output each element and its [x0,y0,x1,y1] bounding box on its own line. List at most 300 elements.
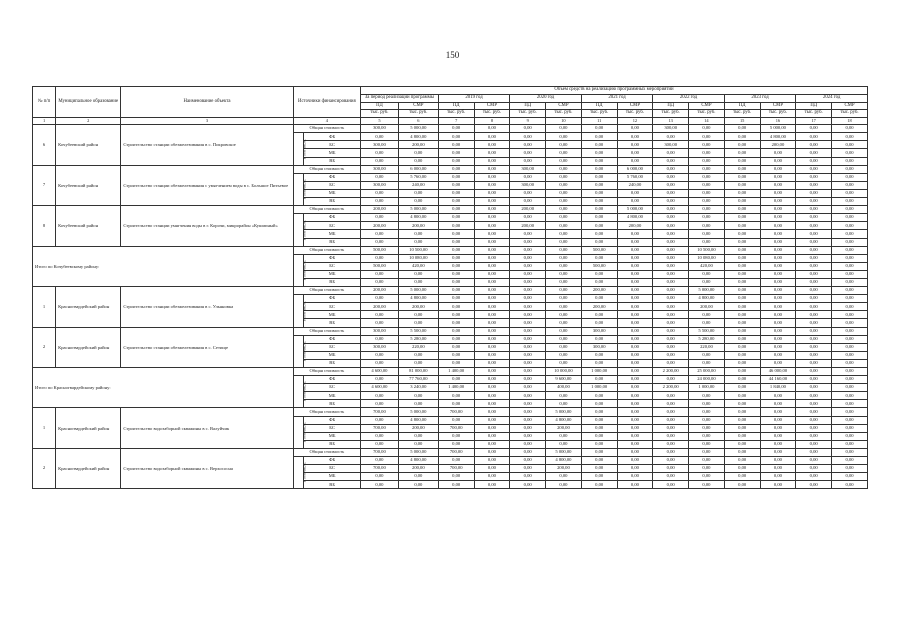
value-cell: 0,00 [581,189,617,197]
value-cell: 0,00 [796,125,832,133]
in-that-number-label [293,133,307,165]
value-cell: 0,00 [653,198,689,206]
value-cell: 0,00 [361,351,399,359]
value-cell: 0,00 [724,448,760,456]
value-cell: 0,00 [724,157,760,165]
value-cell: 0,00 [546,278,582,286]
value-cell: 0,00 [653,303,689,311]
value-cell: 0,00 [474,424,510,432]
value-cell: 0,00 [796,238,832,246]
value-cell: 4 600,00 [361,368,399,376]
value-cell: 0,00 [617,473,653,481]
value-cell: 0,00 [510,359,546,367]
value-cell: 1 000,00 [689,384,725,392]
value-cell: 0,00 [474,157,510,165]
value-cell: 0,00 [796,392,832,400]
object-name: Строительство водозаборной скважины в с. Валуйчик [121,408,293,448]
header-whole-period: За период реализации программы [361,94,439,102]
source-label: ФБ [304,416,361,424]
value-cell: 0,00 [760,400,796,408]
value-cell: 0,00 [546,230,582,238]
value-cell: 0,00 [653,473,689,481]
value-cell: 0,00 [724,149,760,157]
source-label: БС [304,181,361,189]
value-cell: 0,00 [617,254,653,262]
value-cell: 0,00 [510,287,546,295]
value-cell: 5 500,00 [398,327,438,335]
value-cell: 0,00 [689,448,725,456]
value-cell: 0,00 [832,198,868,206]
value-cell: 0,00 [361,335,399,343]
value-cell: 200,00 [581,303,617,311]
row-number: 1 [33,287,56,327]
value-cell: 0,00 [581,238,617,246]
source-label: ВБ [304,198,361,206]
value-cell: 0,00 [398,359,438,367]
value-cell: 0,00 [361,238,399,246]
value-cell: 0,00 [796,254,832,262]
value-cell: 0,00 [581,230,617,238]
value-cell: 0,00 [510,457,546,465]
value-cell: 5 280,00 [398,335,438,343]
value-cell: 0,00 [832,465,868,473]
value-cell: 5 000,00 [398,408,438,416]
value-cell: 0,00 [760,351,796,359]
value-cell: 1 400,00 [438,384,474,392]
value-cell: 0,00 [510,214,546,222]
value-cell: 0,00 [760,287,796,295]
column-index: 8 [474,118,510,125]
value-cell: 0,00 [832,359,868,367]
value-cell: 0,00 [581,457,617,465]
value-cell: 0,00 [689,189,725,197]
value-cell: 9 600,00 [546,376,582,384]
value-cell: 0,00 [438,473,474,481]
value-cell: 0,00 [581,473,617,481]
value-cell: 0,00 [832,238,868,246]
value-cell: 0,00 [760,149,796,157]
value-cell: 400,00 [546,384,582,392]
value-cell: 0,00 [510,246,546,254]
value-cell: 0,00 [796,173,832,181]
value-cell: 10 000,00 [546,368,582,376]
value-cell: 0,00 [581,181,617,189]
value-cell: 0,00 [546,440,582,448]
value-cell: 0,00 [474,408,510,416]
value-cell: 0,00 [653,230,689,238]
value-cell: 0,00 [546,287,582,295]
value-cell: 0,00 [546,392,582,400]
value-cell: 0,00 [474,473,510,481]
value-cell: 0,00 [361,295,399,303]
value-cell: 0,00 [361,149,399,157]
column-index: 15 [724,118,760,125]
value-cell: 0,00 [724,440,760,448]
value-cell: 0,00 [581,448,617,456]
value-cell: 0,00 [796,222,832,230]
value-cell: 0,00 [581,465,617,473]
value-cell: 0,00 [361,254,399,262]
value-cell: 0,00 [832,335,868,343]
value-cell: 0,00 [832,206,868,214]
value-cell: 0,00 [510,238,546,246]
value-cell: 0,00 [510,343,546,351]
value-cell: 0,00 [361,440,399,448]
value-cell: 0,00 [617,440,653,448]
value-cell: 0,00 [617,238,653,246]
value-cell: 0,00 [474,270,510,278]
value-cell: 500,00 [361,262,399,270]
value-cell: 300,00 [361,181,399,189]
value-cell: 0,00 [398,157,438,165]
value-cell: 0,00 [474,254,510,262]
column-index: 16 [760,118,796,125]
header-smr: СМР [832,102,868,110]
value-cell: 0,00 [438,133,474,141]
value-cell: 0,00 [724,254,760,262]
value-cell: 46 000,00 [760,368,796,376]
header-unit: тыс. руб. [581,110,617,118]
value-cell: 0,00 [796,440,832,448]
value-cell: 0,00 [724,481,760,489]
value-cell: 0,00 [438,270,474,278]
value-cell: 0,00 [724,141,760,149]
value-cell: 200,00 [546,465,582,473]
value-cell: 5 760,00 [617,173,653,181]
value-cell: 0,00 [398,270,438,278]
value-cell: 0,00 [796,400,832,408]
header-unit: тыс. руб. [361,110,399,118]
value-cell: 0,00 [796,189,832,197]
value-cell: 0,00 [796,133,832,141]
value-cell: 2 200,00 [653,384,689,392]
value-cell: 0,00 [617,432,653,440]
value-cell: 0,00 [832,448,868,456]
value-cell: 0,00 [724,181,760,189]
value-cell: 0,00 [832,392,868,400]
value-cell: 300,00 [581,327,617,335]
value-cell: 0,00 [653,319,689,327]
value-cell: 0,00 [474,343,510,351]
value-cell: 200,00 [760,141,796,149]
column-index: 4 [293,118,360,125]
value-cell: 0,00 [546,319,582,327]
in-that-number-label [293,295,307,327]
value-cell: 0,00 [398,351,438,359]
total-cost-label: Общая стоимость [293,408,360,416]
value-cell: 0,00 [546,238,582,246]
value-cell: 0,00 [398,149,438,157]
municipality-name: Кочубеевский район [56,125,121,165]
value-cell: 0,00 [689,416,725,424]
source-label: МБ [304,351,361,359]
value-cell: 0,00 [832,262,868,270]
value-cell: 0,00 [474,448,510,456]
value-cell: 0,00 [510,141,546,149]
value-cell: 0,00 [581,481,617,489]
value-cell: 0,00 [689,311,725,319]
value-cell: 2 200,00 [653,368,689,376]
value-cell: 0,00 [832,351,868,359]
source-label: ВБ [304,319,361,327]
value-cell: 0,00 [474,141,510,149]
value-cell: 5 000,00 [546,408,582,416]
value-cell: 0,00 [438,351,474,359]
in-that-number-text: в том числе: [301,381,307,402]
value-cell: 0,00 [361,173,399,181]
value-cell: 0,00 [796,465,832,473]
in-that-number-label [293,214,307,246]
source-label: БС [304,141,361,149]
object-name: Строительство станции обезжелезивания в с. Ульяновка [121,287,293,327]
value-cell: 0,00 [398,230,438,238]
value-cell: 0,00 [653,335,689,343]
source-label: ФБ [304,295,361,303]
value-cell: 0,00 [760,198,796,206]
header-pd: ПД [796,102,832,110]
value-cell: 0,00 [438,254,474,262]
object-name: Строительство станции обезжелезивания с умягчением воды в с. Большое Питьевое [121,165,293,205]
value-cell: 0,00 [617,448,653,456]
value-cell: 0,00 [581,125,617,133]
value-cell: 0,00 [689,173,725,181]
value-cell: 0,00 [581,351,617,359]
value-cell: 0,00 [546,254,582,262]
value-cell: 0,00 [474,278,510,286]
value-cell: 4 800,00 [546,416,582,424]
header-year-y2021: 2021 год [581,94,653,102]
value-cell: 0,00 [832,181,868,189]
value-cell: 300,00 [361,343,399,351]
total-cost-label: Общая стоимость [293,448,360,456]
value-cell: 0,00 [510,295,546,303]
value-cell: 0,00 [361,359,399,367]
header-smr: СМР [474,102,510,110]
value-cell: 0,00 [438,125,474,133]
value-cell: 0,00 [617,246,653,254]
value-cell: 0,00 [653,408,689,416]
value-cell: 0,00 [653,424,689,432]
in-that-number-text: в том числе: [301,421,307,443]
header-unit: тыс. руб. [474,110,510,118]
value-cell: 0,00 [760,181,796,189]
value-cell: 0,00 [617,230,653,238]
value-cell: 0,00 [724,400,760,408]
in-that-number-label [293,173,307,205]
value-cell: 0,00 [760,457,796,465]
source-label: БС [304,343,361,351]
value-cell: 0,00 [474,303,510,311]
value-cell: 0,00 [581,173,617,181]
value-cell: 0,00 [832,165,868,173]
in-that-number-label [293,457,307,489]
value-cell: 0,00 [361,230,399,238]
value-cell: 0,00 [438,392,474,400]
source-label: ФБ [304,214,361,222]
value-cell: 0,00 [361,133,399,141]
value-cell: 700,00 [438,465,474,473]
value-cell: 0,00 [832,384,868,392]
value-cell: 0,00 [438,335,474,343]
value-cell: 0,00 [832,254,868,262]
header-unit: тыс. руб. [438,110,474,118]
municipality-name: Кочубеевский район [56,206,121,246]
value-cell: 0,00 [510,327,546,335]
value-cell: 0,00 [832,432,868,440]
value-cell: 0,00 [474,230,510,238]
value-cell: 0,00 [361,270,399,278]
value-cell: 0,00 [796,424,832,432]
header-year-y2022: 2022 год [653,94,725,102]
table-row [33,327,868,335]
value-cell: 0,00 [438,246,474,254]
value-cell: 0,00 [724,465,760,473]
value-cell: 0,00 [724,165,760,173]
value-cell: 0,00 [617,457,653,465]
row-number: 7 [33,165,56,205]
value-cell: 0,00 [510,448,546,456]
value-cell: 0,00 [796,359,832,367]
header-smr: СМР [760,102,796,110]
value-cell: 240,00 [617,181,653,189]
header-row [33,87,868,95]
value-cell: 0,00 [724,206,760,214]
value-cell: 0,00 [361,189,399,197]
value-cell: 0,00 [760,295,796,303]
value-cell: 1 000,00 [581,384,617,392]
value-cell: 0,00 [617,335,653,343]
value-cell: 0,00 [581,133,617,141]
value-cell: 0,00 [796,368,832,376]
header-unit: тыс. руб. [546,110,582,118]
value-cell: 25 000,00 [689,368,725,376]
value-cell: 0,00 [617,303,653,311]
value-cell: 5 000,00 [689,287,725,295]
source-label: БС [304,222,361,230]
in-that-number-label [293,335,307,367]
header-unit: тыс. руб. [510,110,546,118]
value-cell: 0,00 [760,303,796,311]
value-cell: 200,00 [398,465,438,473]
value-cell: 0,00 [796,481,832,489]
value-cell: 0,00 [832,270,868,278]
source-label: МБ [304,189,361,197]
value-cell: 0,00 [510,149,546,157]
value-cell: 0,00 [689,165,725,173]
column-index: 6 [398,118,438,125]
value-cell: 0,00 [724,319,760,327]
value-cell: 0,00 [438,198,474,206]
value-cell: 0,00 [546,311,582,319]
value-cell: 0,00 [796,343,832,351]
value-cell: 5 000,00 [398,448,438,456]
value-cell: 0,00 [617,311,653,319]
source-label: ФБ [304,376,361,384]
value-cell: 200,00 [398,303,438,311]
total-cost-label: Общая стоимость [293,206,360,214]
value-cell: 0,00 [760,335,796,343]
value-cell: 0,00 [653,262,689,270]
value-cell: 0,00 [832,222,868,230]
value-cell: 0,00 [689,408,725,416]
value-cell: 0,00 [724,473,760,481]
value-cell: 0,00 [796,319,832,327]
value-cell: 0,00 [760,173,796,181]
source-label: МБ [304,149,361,157]
header-pd: ПД [438,102,474,110]
value-cell: 0,00 [546,432,582,440]
value-cell: 0,00 [361,481,399,489]
header-unit: тыс. руб. [617,110,653,118]
value-cell: 0,00 [581,165,617,173]
value-cell: 0,00 [724,238,760,246]
value-cell: 0,00 [760,432,796,440]
value-cell: 0,00 [689,319,725,327]
value-cell: 0,00 [832,189,868,197]
value-cell: 0,00 [760,424,796,432]
value-cell: 0,00 [617,481,653,489]
value-cell: 0,00 [832,246,868,254]
value-cell: 0,00 [398,189,438,197]
value-cell: 0,00 [832,368,868,376]
header-funding: Источники финансирования [293,87,360,118]
value-cell: 0,00 [724,311,760,319]
value-cell: 0,00 [546,351,582,359]
value-cell: 0,00 [474,287,510,295]
value-cell: 0,00 [832,416,868,424]
value-cell: 0,00 [617,270,653,278]
value-cell: 220,00 [689,343,725,351]
value-cell: 200,00 [361,206,399,214]
value-cell: 0,00 [546,173,582,181]
value-cell: 0,00 [398,481,438,489]
value-cell: 0,00 [398,392,438,400]
value-cell: 0,00 [617,295,653,303]
column-index: 2 [56,118,121,125]
value-cell: 0,00 [689,149,725,157]
source-label: ФБ [304,254,361,262]
value-cell: 0,00 [474,481,510,489]
value-cell: 0,00 [361,416,399,424]
value-cell: 0,00 [689,270,725,278]
value-cell: 0,00 [832,343,868,351]
value-cell: 0,00 [474,319,510,327]
value-cell: 0,00 [510,351,546,359]
value-cell: 0,00 [474,133,510,141]
value-cell: 0,00 [474,125,510,133]
table-row [33,408,868,416]
value-cell: 0,00 [832,157,868,165]
source-label: ВБ [304,359,361,367]
value-cell: 0,00 [689,473,725,481]
total-cost-label: Общая стоимость [293,368,360,376]
value-cell: 0,00 [546,303,582,311]
value-cell: 0,00 [510,189,546,197]
value-cell: 0,00 [361,473,399,481]
municipality-name: Красногвардейский район [56,327,121,367]
value-cell: 0,00 [474,238,510,246]
value-cell: 0,00 [724,368,760,376]
value-cell: 24 000,00 [689,376,725,384]
header-pd: ПД [361,102,399,110]
municipality-name: Кочубеевский район [56,165,121,205]
value-cell: 44 160,00 [760,376,796,384]
value-cell: 81 000,00 [398,368,438,376]
in-that-number-text: в том числе: [301,178,307,200]
value-cell: 1 840,00 [760,384,796,392]
value-cell: 0,00 [510,400,546,408]
value-cell: 200,00 [546,424,582,432]
